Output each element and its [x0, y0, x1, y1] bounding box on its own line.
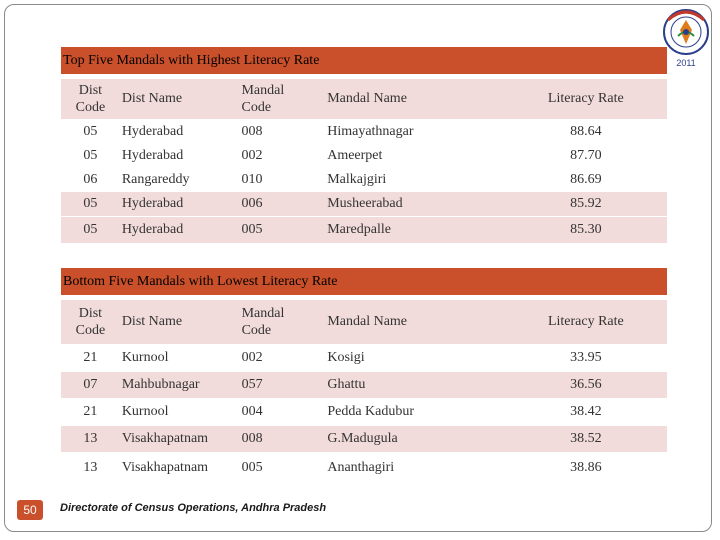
cell-dist-code: 05 [61, 217, 120, 244]
top-mandals-table [61, 79, 667, 244]
cell-mandal-name: G.Madugula [327, 426, 504, 453]
table-row [61, 144, 667, 168]
cell-mandal-name: Ghattu [327, 372, 504, 399]
cell-dist-name: Visakhapatnam [120, 426, 242, 453]
cell-mandal-code: 008 [241, 120, 327, 144]
footer-organization: Directorate of Census Operations, Andhra Pradesh [60, 502, 327, 514]
header-dist-name: Dist Name [120, 300, 242, 345]
cell-dist-name: Hyderabad [120, 217, 242, 244]
cell-dist-name: Visakhapatnam [120, 453, 242, 484]
top-section-title: Top Five Mandals with Highest Literacy Rate [61, 47, 667, 74]
cell-mandal-name: Maredpalle [327, 217, 504, 244]
header-mandal-name: Mandal Name [327, 300, 504, 345]
cell-literacy-rate: 38.52 [505, 426, 667, 453]
cell-dist-code: 06 [61, 168, 120, 192]
table-row [61, 345, 667, 372]
cell-dist-code: 13 [61, 426, 120, 453]
cell-mandal-name: Himayathnagar [327, 120, 504, 144]
cell-dist-code: 05 [61, 120, 120, 144]
cell-mandal-name: Kosigi [327, 345, 504, 372]
cell-dist-name: Hyderabad [120, 144, 242, 168]
bottom-section-title: Bottom Five Mandals with Lowest Literacy Rate [61, 268, 667, 295]
table-header-row [61, 79, 667, 120]
cell-literacy-rate: 38.86 [505, 453, 667, 484]
cell-mandal-code: 008 [242, 426, 328, 453]
cell-mandal-code: 006 [241, 192, 327, 217]
table-row [61, 120, 667, 144]
cell-dist-name: Hyderabad [120, 192, 242, 217]
cell-mandal-code: 002 [241, 144, 327, 168]
cell-mandal-code: 010 [241, 168, 327, 192]
table-header-row [61, 300, 667, 345]
header-mandal-code: Mandal Code [241, 79, 327, 120]
cell-literacy-rate: 87.70 [505, 144, 667, 168]
bottom-mandals-table [61, 300, 667, 484]
cell-mandal-code: 002 [242, 345, 328, 372]
table-row [61, 168, 667, 192]
cell-mandal-code: 004 [242, 399, 328, 426]
header-mandal-name: Mandal Name [327, 79, 504, 120]
cell-dist-name: Hyderabad [120, 120, 242, 144]
cell-literacy-rate: 85.30 [505, 217, 667, 244]
cell-mandal-code: 005 [242, 453, 328, 484]
cell-mandal-name: Malkajgiri [327, 168, 504, 192]
cell-literacy-rate: 86.69 [505, 168, 667, 192]
cell-dist-code: 21 [61, 345, 120, 372]
header-dist-code: Dist Code [61, 79, 120, 120]
cell-dist-name: Rangareddy [120, 168, 242, 192]
page-number-badge: 50 [17, 500, 43, 520]
table-row [61, 217, 667, 244]
cell-dist-name: Kurnool [120, 399, 242, 426]
table-row [61, 426, 667, 453]
cell-literacy-rate: 33.95 [505, 345, 667, 372]
cell-dist-code: 07 [61, 372, 120, 399]
cell-mandal-name: Pedda Kadubur [327, 399, 504, 426]
header-dist-name: Dist Name [120, 79, 242, 120]
cell-literacy-rate: 88.64 [505, 120, 667, 144]
cell-dist-name: Kurnool [120, 345, 242, 372]
header-literacy-rate: Literacy Rate [505, 79, 667, 120]
header-dist-code: Dist Code [61, 300, 120, 345]
cell-literacy-rate: 36.56 [505, 372, 667, 399]
cell-literacy-rate: 85.92 [505, 192, 667, 217]
cell-mandal-name: Ameerpet [327, 144, 504, 168]
cell-dist-name: Mahbubnagar [120, 372, 242, 399]
cell-dist-code: 05 [61, 192, 120, 217]
table-row [61, 192, 667, 217]
cell-mandal-name: Ananthagiri [327, 453, 504, 484]
logo-year: 2011 [676, 58, 696, 68]
cell-dist-code: 13 [61, 453, 120, 484]
table-row [61, 453, 667, 484]
table-row [61, 399, 667, 426]
cell-literacy-rate: 38.42 [505, 399, 667, 426]
cell-dist-code: 05 [61, 144, 120, 168]
header-mandal-code: Mandal Code [242, 300, 328, 345]
cell-mandal-code: 005 [241, 217, 327, 244]
table-row [61, 372, 667, 399]
cell-dist-code: 21 [61, 399, 120, 426]
header-literacy-rate: Literacy Rate [505, 300, 667, 345]
cell-mandal-code: 057 [242, 372, 328, 399]
cell-mandal-name: Musheerabad [327, 192, 504, 217]
